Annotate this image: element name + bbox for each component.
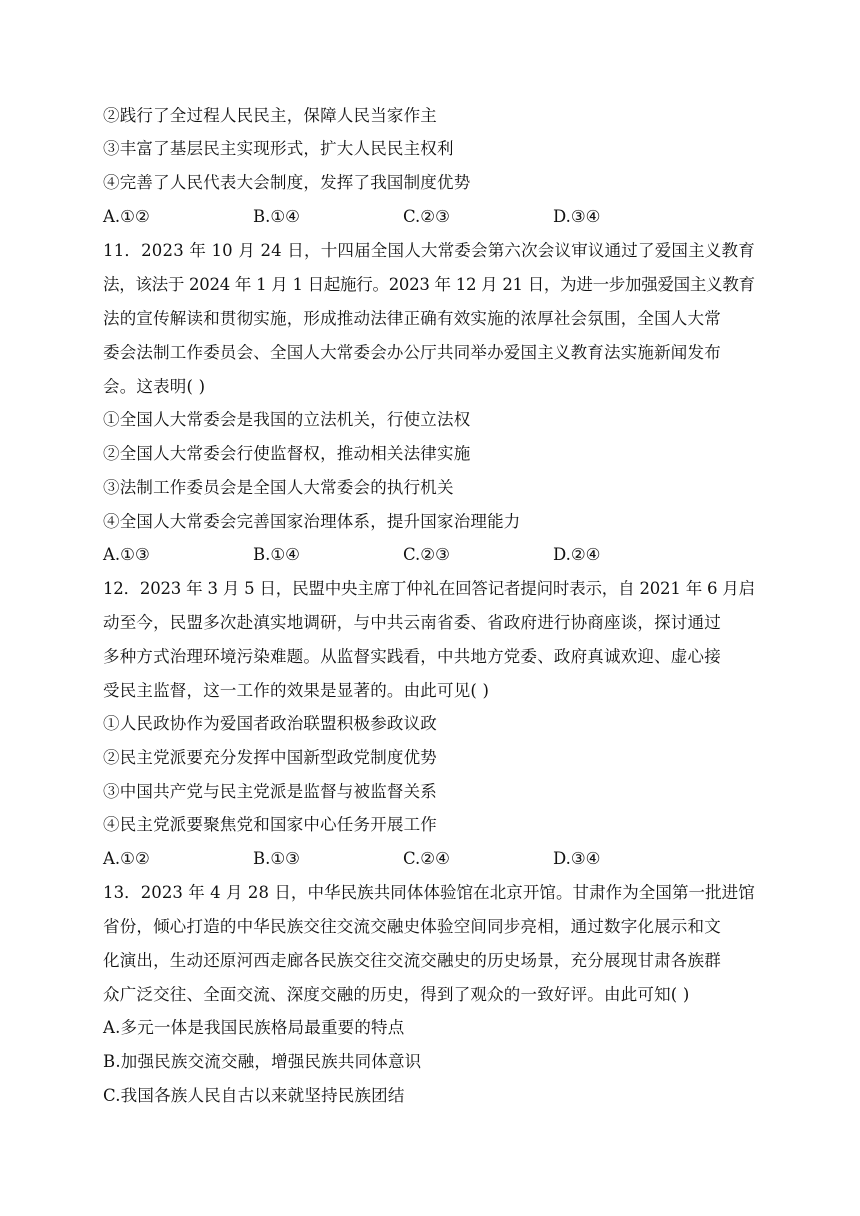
q12-option-c: C.②④ bbox=[403, 849, 450, 868]
q10-options bbox=[103, 206, 723, 228]
q13-choice-a: A.多元一体是我国民族格局最重要的特点 bbox=[103, 1018, 405, 1037]
q11-item-2: ②全国人大常委会行使监督权，推动相关法律实施 bbox=[103, 444, 471, 463]
q13-choice-c: C.我国各族人民自古以来就坚持民族团结 bbox=[103, 1086, 405, 1105]
q13-stem-line-4: 众广泛交往、全面交流、深度交融的历史，得到了观众的一致好评。由此可知( ) bbox=[103, 985, 690, 1004]
q11-item-3: ③法制工作委员会是全国人大常委会的执行机关 bbox=[103, 478, 454, 497]
q12-item-2: ②民主党派要充分发挥中国新型政党制度优势 bbox=[103, 748, 437, 767]
q12-item-4: ④民主党派要聚焦党和国家中心任务开展工作 bbox=[103, 815, 437, 834]
q13-stem-line-2: 省份，倾心打造的中华民族交往交流交融史体验空间同步亮相，通过数字化展示和文 bbox=[103, 917, 721, 936]
q12-stem-line-4: 受民主监督，这一工作的效果是显著的。由此可见( ) bbox=[103, 681, 490, 700]
q10-option-d: D.③④ bbox=[553, 207, 601, 226]
q11-item-4: ④全国人大常委会完善国家治理体系，提升国家治理能力 bbox=[103, 512, 521, 531]
q12-stem-line-1: 12．2023 年 3 月 5 日，民盟中央主席丁仲礼在回答记者提问时表示，自 2021 年 6 月启 bbox=[103, 579, 755, 598]
q11-stem-line-3: 法的宣传解读和贯彻实施，形成推动法律正确有效实施的浓厚社会氛围，全国人大常 bbox=[103, 309, 721, 328]
q11-options bbox=[103, 544, 723, 566]
q11-stem-line-2: 法，该法于 2024 年 1 月 1 日起施行。2023 年 12 月 21 日，为进一步加强爱国主义教育 bbox=[103, 275, 755, 294]
q10-option-b: B.①④ bbox=[253, 207, 300, 226]
q11-stem-line-1: 11．2023 年 10 月 24 日，十四届全国人大常委会第六次会议审议通过了爱国主义教育 bbox=[103, 241, 755, 260]
q12-option-a: A.①② bbox=[103, 849, 150, 868]
q12-stem-line-2: 动至今，民盟多次赴滇实地调研，与中共云南省委、省政府进行协商座谈，探讨通过 bbox=[103, 613, 721, 632]
q11-stem-line-4: 委会法制工作委员会、全国人大常委会办公厅共同举办爱国主义教育法实施新闻发布 bbox=[103, 343, 721, 362]
q12-item-1: ①人民政协作为爱国者政治联盟积极参政议政 bbox=[103, 714, 437, 733]
q13-stem-line-3: 化演出，生动还原河西走廊各民族交往交流交融史的历史场景，充分展现甘肃各族群 bbox=[103, 951, 721, 970]
q13-choice-b: B.加强民族交流交融，增强民族共同体意识 bbox=[103, 1052, 422, 1071]
q10-option-a: A.①② bbox=[103, 207, 150, 226]
q12-stem-line-3: 多种方式治理环境污染难题。从监督实践看，中共地方党委、政府真诚欢迎、虚心接 bbox=[103, 647, 721, 666]
q12-option-d: D.③④ bbox=[553, 849, 601, 868]
q11-stem-line-5: 会。这表明( ) bbox=[103, 377, 206, 396]
q10-item-3: ③丰富了基层民主实现形式，扩大人民民主权利 bbox=[103, 139, 454, 158]
q10-item-4: ④完善了人民代表大会制度，发挥了我国制度优势 bbox=[103, 173, 471, 192]
q11-option-b: B.①④ bbox=[253, 545, 300, 564]
q12-option-b: B.①③ bbox=[253, 849, 300, 868]
q11-option-a: A.①③ bbox=[103, 545, 150, 564]
q11-item-1: ①全国人大常委会是我国的立法机关，行使立法权 bbox=[103, 410, 471, 429]
q13-stem-line-1: 13．2023 年 4 月 28 日，中华民族共同体体验馆在北京开馆。甘肃作为全国第一批进馆 bbox=[103, 883, 755, 902]
q12-options bbox=[103, 848, 723, 870]
q10-option-c: C.②③ bbox=[403, 207, 450, 226]
q11-option-d: D.②④ bbox=[553, 545, 601, 564]
q12-item-3: ③中国共产党与民主党派是监督与被监督关系 bbox=[103, 782, 437, 801]
q10-item-2: ②践行了全过程人民民主，保障人民当家作主 bbox=[103, 106, 437, 125]
q11-option-c: C.②③ bbox=[403, 545, 450, 564]
